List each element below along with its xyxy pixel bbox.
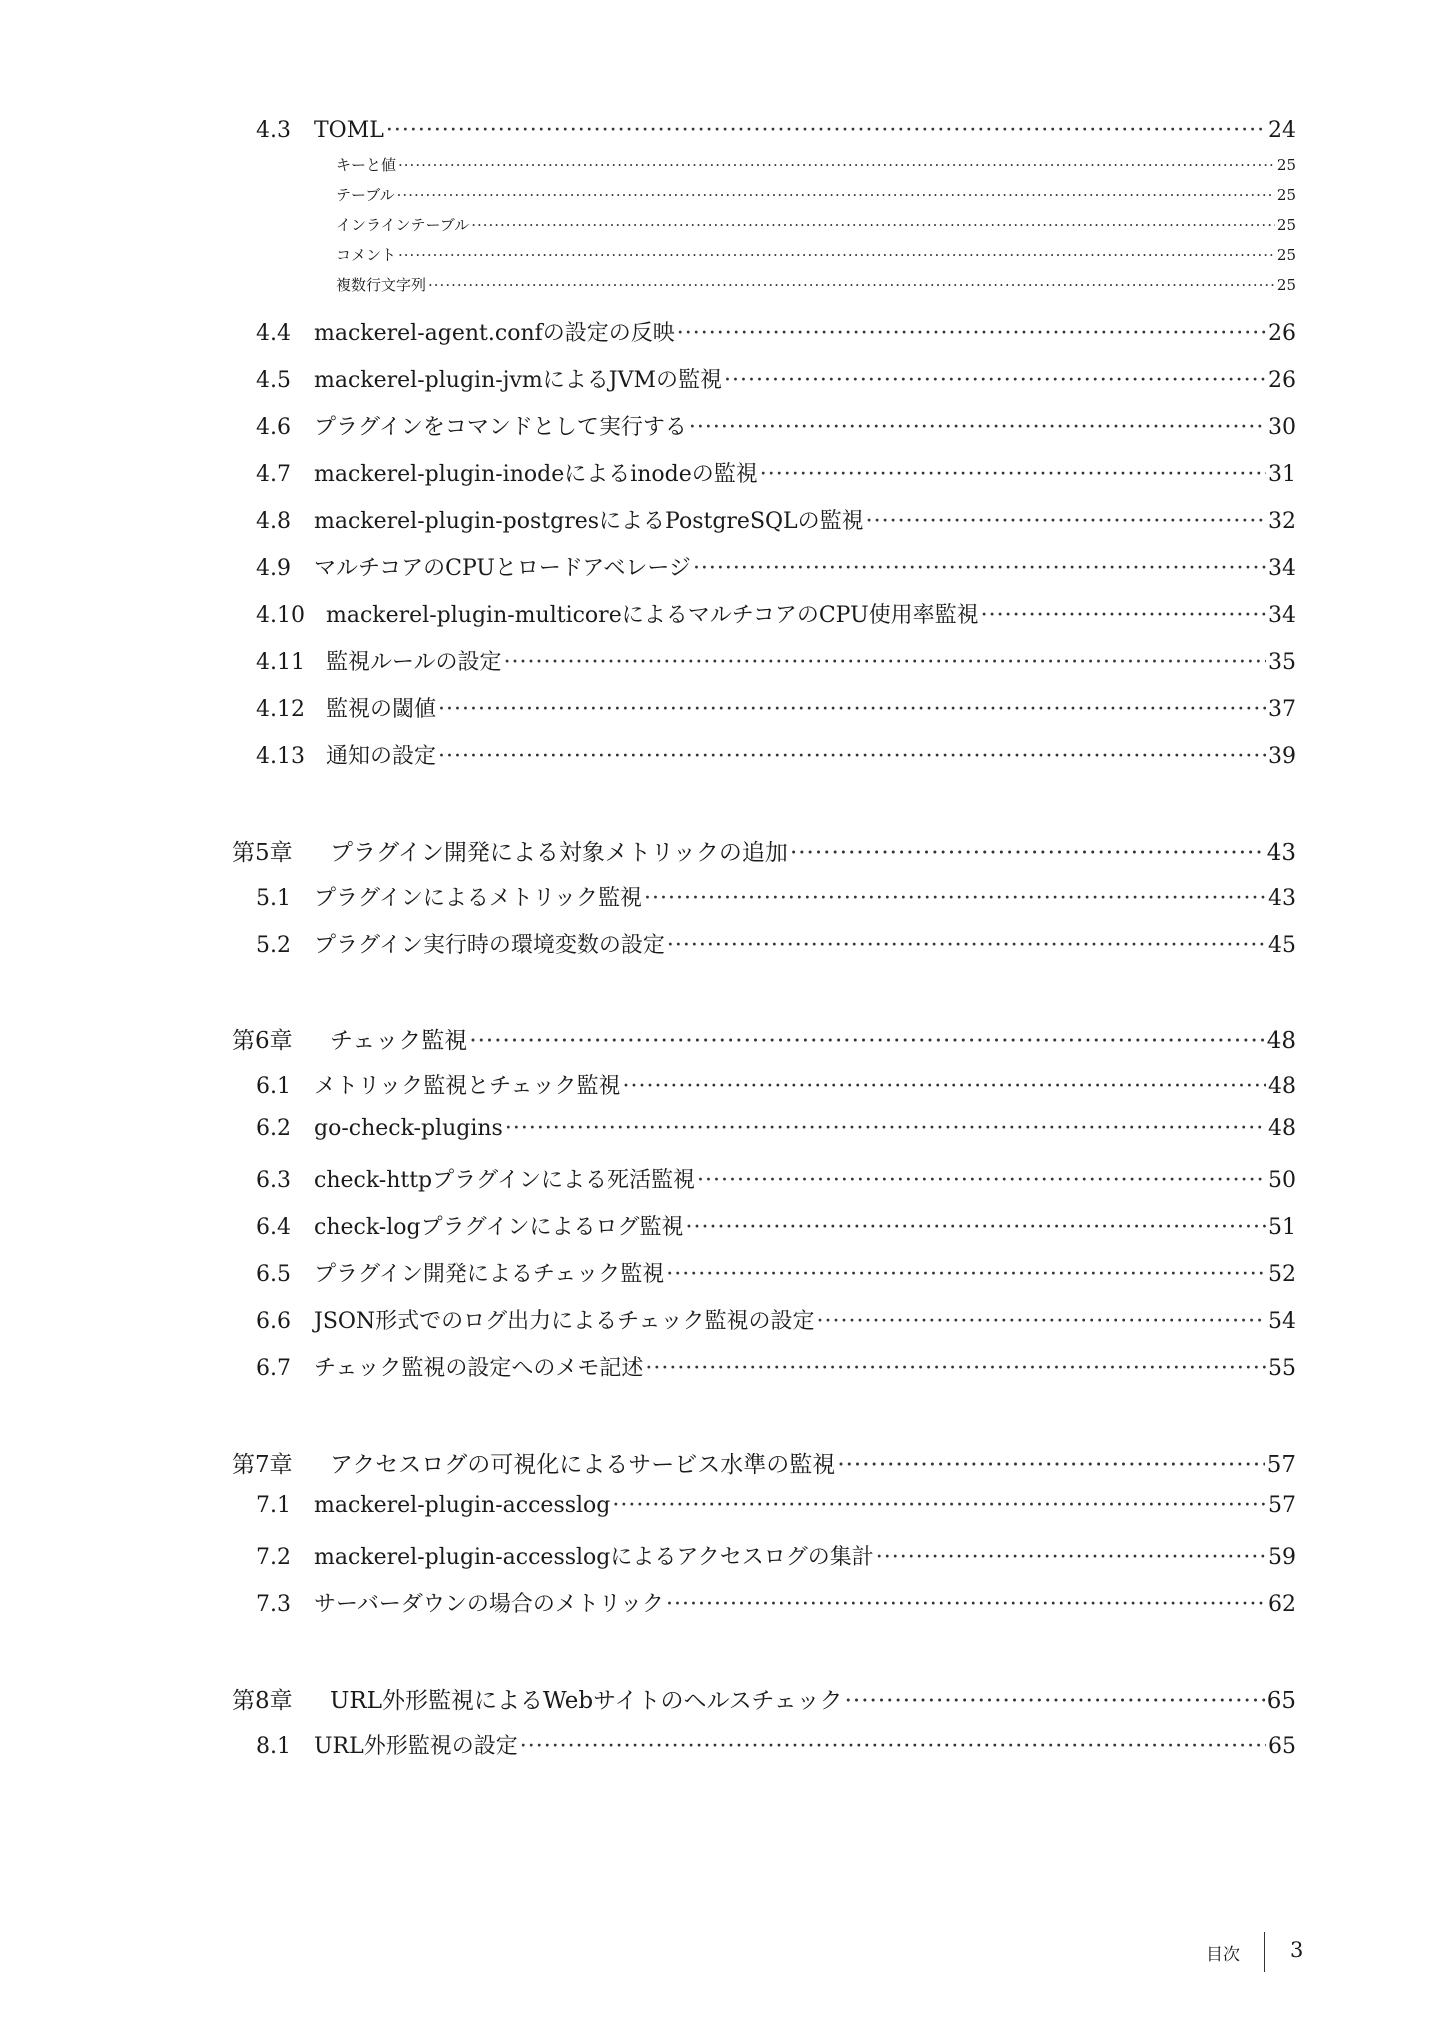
entry-page-number: 48 [1268, 1116, 1296, 1141]
entry-title: check-logプラグインによるログ監視 [314, 1215, 684, 1240]
entry-title: サーバーダウンの場合のメトリック [314, 1592, 665, 1617]
entry-page-number: 26 [1268, 368, 1296, 393]
dot-leader [689, 415, 1266, 440]
entry-page-number: 55 [1268, 1356, 1296, 1381]
dot-leader [981, 603, 1266, 628]
dot-leader [398, 156, 1275, 174]
entry-number: 第8章 [232, 1688, 293, 1714]
entry-title: go-check-plugins [314, 1116, 503, 1141]
entry-number: 7.1 [256, 1493, 291, 1518]
entry-page-number: 51 [1268, 1215, 1296, 1240]
toc-section-entry [256, 363, 1296, 394]
entry-title: mackerel-plugin-accesslogによるアクセスログの集計 [314, 1545, 874, 1570]
entry-title: JSON形式でのログ出力によるチェック監視の設定 [314, 1309, 815, 1334]
entry-page-number: 52 [1268, 1262, 1296, 1287]
entry-title: チェック監視 [330, 1028, 468, 1054]
entry-number: 6.2 [256, 1116, 291, 1141]
entry-page-number: 57 [1268, 1493, 1296, 1518]
entry-number: 6.7 [256, 1356, 291, 1381]
toc-chapter-entry [232, 1022, 1296, 1055]
dot-leader [612, 1493, 1266, 1518]
entry-title: アクセスログの可視化によるサービス水準の監視 [330, 1452, 836, 1478]
dot-leader [520, 1734, 1266, 1759]
toc-section-entry [256, 1257, 1296, 1288]
toc-subsection-entry [336, 274, 1296, 295]
entry-page-number: 65 [1266, 1688, 1296, 1714]
entry-title: mackerel-plugin-inodeによるinodeの監視 [314, 462, 758, 487]
entry-title: メトリック監視とチェック監視 [314, 1074, 621, 1099]
entry-number: 4.11 [256, 650, 305, 675]
entry-number: 4.5 [256, 368, 291, 393]
toc-section-entry [256, 692, 1296, 723]
entry-title: テーブル [336, 186, 395, 204]
toc-section-entry [256, 645, 1296, 676]
dot-leader [697, 1168, 1266, 1193]
entry-number: 第6章 [232, 1028, 293, 1054]
toc-section-entry [256, 1351, 1296, 1382]
entry-number: 6.4 [256, 1215, 291, 1240]
entry-page-number: 34 [1268, 603, 1296, 628]
toc-section-entry [256, 504, 1296, 535]
entry-number: 4.13 [256, 744, 305, 769]
entry-number: 5.2 [256, 933, 291, 958]
toc-section-entry [256, 551, 1296, 582]
entry-number: 4.12 [256, 697, 305, 722]
dot-leader [724, 368, 1266, 393]
toc-chapter-entry [232, 1682, 1296, 1715]
dot-leader [667, 933, 1266, 958]
toc-section-entry [256, 1587, 1296, 1618]
toc-section-entry [256, 1729, 1296, 1760]
entry-page-number: 37 [1268, 697, 1296, 722]
dot-leader [685, 1215, 1266, 1240]
dot-leader [505, 1116, 1266, 1141]
dot-leader [386, 118, 1266, 143]
dot-leader [866, 509, 1266, 534]
entry-page-number: 43 [1268, 886, 1296, 911]
dot-leader [622, 1074, 1266, 1099]
entry-number: 4.3 [256, 118, 291, 143]
dot-leader [438, 744, 1266, 769]
toc-section-entry [256, 1540, 1296, 1571]
entry-page-number: 25 [1276, 156, 1296, 174]
toc-subsection-entry [336, 184, 1296, 205]
dot-leader [471, 216, 1275, 234]
toc-subsection-entry [336, 214, 1296, 235]
entry-number: 4.6 [256, 415, 291, 440]
entry-number: 4.10 [256, 603, 305, 628]
entry-title: URL外形監視によるWebサイトのヘルスチェック [330, 1688, 843, 1714]
entry-number: 4.8 [256, 509, 291, 534]
toc-subsection-entry [336, 154, 1296, 175]
entry-page-number: 25 [1276, 186, 1296, 204]
entry-page-number: 30 [1268, 415, 1296, 440]
toc-section-entry [256, 1210, 1296, 1241]
entry-title: プラグイン開発による対象メトリックの追加 [330, 840, 788, 866]
entry-page-number: 48 [1266, 1028, 1296, 1054]
footer-label: 目次 [1206, 1945, 1240, 1965]
entry-title: URL外形監視の設定 [314, 1734, 518, 1759]
toc-section-entry [256, 1163, 1296, 1194]
page-number: 3 [1290, 1938, 1304, 1962]
entry-number: 7.3 [256, 1592, 291, 1617]
entry-number: 6.5 [256, 1262, 291, 1287]
entry-page-number: 50 [1268, 1168, 1296, 1193]
entry-page-number: 39 [1268, 744, 1296, 769]
dot-leader [677, 321, 1266, 346]
entry-page-number: 65 [1268, 1734, 1296, 1759]
entry-title: コメント [336, 246, 397, 264]
entry-page-number: 25 [1276, 216, 1296, 234]
entry-number: 第5章 [232, 840, 293, 866]
entry-title: プラグイン開発によるチェック監視 [314, 1262, 665, 1287]
entry-page-number: 57 [1266, 1452, 1296, 1478]
entry-title: mackerel-plugin-accesslog [314, 1493, 611, 1518]
entry-page-number: 62 [1268, 1592, 1296, 1617]
entry-title: mackerel-plugin-postgresによるPostgreSQLの監視 [314, 509, 864, 534]
dot-leader [644, 886, 1266, 911]
toc-section-entry [256, 739, 1296, 770]
entry-number: 6.3 [256, 1168, 291, 1193]
toc-section-entry [256, 457, 1296, 488]
entry-title: check-httpプラグインによる死活監視 [314, 1168, 696, 1193]
dot-leader [398, 246, 1275, 264]
entry-title: プラグイン実行時の環境変数の設定 [314, 933, 665, 958]
entry-page-number: 25 [1276, 246, 1296, 264]
entry-title: mackerel-agent.confの設定の反映 [314, 321, 675, 346]
entry-page-number: 35 [1268, 650, 1296, 675]
toc-section-entry [256, 1116, 1296, 1141]
page-footer [1206, 1932, 1316, 1972]
entry-title: インラインテーブル [336, 216, 470, 234]
entry-page-number: 43 [1266, 840, 1296, 866]
toc-subsection-entry [336, 244, 1296, 265]
dot-leader [876, 1545, 1266, 1570]
entry-title: プラグインによるメトリック監視 [314, 886, 643, 911]
entry-page-number: 26 [1268, 321, 1296, 346]
entry-number: 4.4 [256, 321, 291, 346]
entry-title: チェック監視の設定へのメモ記述 [314, 1356, 644, 1381]
dot-leader [693, 556, 1266, 581]
dot-leader [790, 840, 1265, 866]
toc-section-entry [256, 118, 1296, 143]
entry-page-number: 31 [1268, 462, 1296, 487]
dot-leader [666, 1592, 1266, 1617]
footer-divider [1264, 1932, 1265, 1972]
toc-chapter-entry [232, 834, 1296, 867]
dot-leader [817, 1309, 1266, 1334]
entry-page-number: 32 [1268, 509, 1296, 534]
entry-number: 4.7 [256, 462, 291, 487]
entry-number: 6.6 [256, 1309, 291, 1334]
entry-title: キーと値 [336, 156, 397, 174]
dot-leader [504, 650, 1266, 675]
toc-section-entry [256, 316, 1296, 347]
entry-title: mackerel-plugin-multicoreによるマルチコアのCPU使用率監視 [326, 603, 979, 628]
toc-section-entry [256, 1493, 1296, 1518]
toc-section-entry [256, 928, 1296, 959]
toc-chapter-entry [232, 1446, 1296, 1479]
entry-number: 8.1 [256, 1734, 291, 1759]
dot-leader [397, 186, 1275, 204]
dot-leader [428, 276, 1275, 294]
entry-page-number: 59 [1268, 1545, 1296, 1570]
entry-title: 複数行文字列 [336, 276, 427, 294]
entry-number: 6.1 [256, 1074, 291, 1099]
dot-leader [438, 697, 1266, 722]
entry-page-number: 34 [1268, 556, 1296, 581]
dot-leader [837, 1452, 1264, 1478]
entry-title: 監視ルールの設定 [326, 650, 502, 675]
entry-number: 5.1 [256, 886, 291, 911]
dot-leader [645, 1356, 1266, 1381]
entry-title: 監視の閾値 [326, 697, 437, 722]
entry-number: 7.2 [256, 1545, 291, 1570]
toc-section-entry [256, 410, 1296, 441]
dot-leader [845, 1688, 1265, 1714]
dot-leader [666, 1262, 1266, 1287]
entry-page-number: 25 [1276, 276, 1296, 294]
entry-title: TOML [314, 118, 384, 143]
entry-page-number: 24 [1268, 118, 1296, 143]
entry-title: マルチコアのCPUとロードアベレージ [314, 556, 691, 581]
toc-section-entry [256, 598, 1296, 629]
toc-section-entry [256, 881, 1296, 912]
entry-page-number: 45 [1268, 933, 1296, 958]
entry-number: 第7章 [232, 1452, 293, 1478]
entry-page-number: 54 [1268, 1309, 1296, 1334]
entry-title: プラグインをコマンドとして実行する [314, 415, 687, 440]
entry-number: 4.9 [256, 556, 291, 581]
entry-title: 通知の設定 [326, 744, 437, 769]
entry-page-number: 48 [1268, 1074, 1296, 1099]
toc-section-entry [256, 1304, 1296, 1335]
toc-section-entry [256, 1069, 1296, 1100]
dot-leader [760, 462, 1266, 487]
dot-leader [469, 1028, 1264, 1054]
entry-title: mackerel-plugin-jvmによるJVMの監視 [314, 368, 723, 393]
